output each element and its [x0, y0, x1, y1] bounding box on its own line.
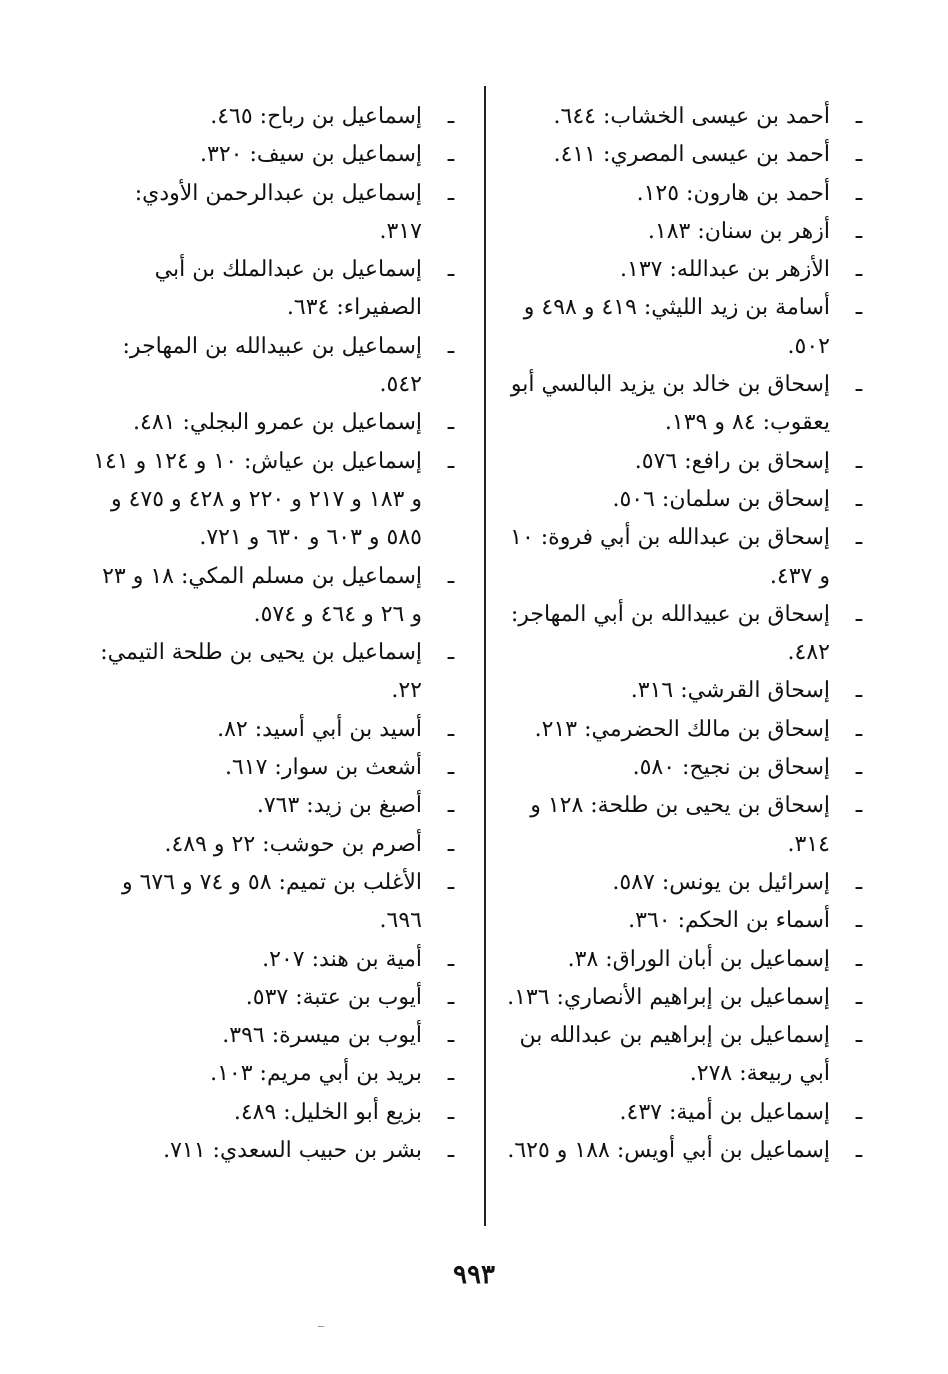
entry-text: أحمد بن هارون: ١٢٥. — [636, 180, 830, 206]
index-entry — [496, 481, 868, 519]
index-entry — [496, 1017, 868, 1094]
index-entry — [496, 749, 868, 787]
entry-text: إسماعيل بن عبدالرحمن الأودي: ٣١٧. — [134, 180, 422, 244]
entry-text: إسماعيل بن أبان الوراق: ٣٨. — [567, 946, 830, 972]
index-entry — [88, 251, 460, 328]
entry-text: بريد بن أبي مريم: ١٠٣. — [210, 1061, 422, 1087]
entry-dash: ـ — [855, 257, 863, 283]
entry-dash: ـ — [855, 1023, 863, 1049]
entry-dash: ـ — [447, 755, 455, 781]
entry-text: أمية بن هند: ٢٠٧. — [262, 946, 422, 972]
entry-text: إسحاق بن رافع: ٥٧٦. — [634, 448, 830, 474]
entry-dash: ـ — [447, 1138, 455, 1164]
entry-text: إسماعيل بن مسلم المكي: ١٨ و ٢٣ و ٢٦ و ٤٦٤ و ٥٧٤. — [102, 563, 422, 627]
entry-text: أشعث بن سوار: ٦١٧. — [224, 755, 422, 781]
index-entry — [88, 826, 460, 864]
index-entry — [496, 1132, 868, 1170]
entry-dash: ـ — [855, 180, 863, 206]
entry-dash: ـ — [447, 640, 455, 666]
entry-text: إسماعيل بن يحيى بن طلحة التيمي: ٢٢. — [100, 640, 422, 704]
entry-dash: ـ — [447, 793, 455, 819]
entry-dash: ـ — [447, 869, 455, 895]
entry-dash: ـ — [447, 984, 455, 1010]
entry-dash: ـ — [855, 755, 863, 781]
entry-text: إسماعيل بن عبيدالله بن المهاجر: ٥٤٢. — [122, 333, 422, 398]
index-entry — [88, 749, 460, 787]
entry-dash: ـ — [855, 104, 863, 129]
index-entry — [496, 941, 868, 979]
entry-dash: ـ — [447, 1099, 455, 1125]
entry-text: إسماعيل بن عمرو البجلي: ٤٨١. — [133, 410, 422, 436]
index-column-right — [496, 98, 868, 1170]
entry-text: إسحاق بن خالد بن يزيد البالسي أبو يعقوب: ٨٤ و ١٣٩. — [510, 372, 830, 436]
entry-text: إسحاق بن يحيى بن طلحة: ١٢٨ و ٣١٤. — [530, 793, 830, 857]
entry-text: الأغلب بن تميم: ٥٨ و ٧٤ و ٦٧٦ و ٦٩٦. — [121, 869, 422, 934]
entry-text: إسحاق بن نجيح: ٥٨٠. — [632, 755, 830, 781]
index-entry — [496, 902, 868, 940]
entry-text: أصبغ بن زيد: ٧٦٣. — [256, 793, 422, 819]
entry-dash: ـ — [855, 295, 863, 321]
index-entry — [88, 1132, 460, 1170]
entry-text: بزيع أبو الخليل: ٤٨٩. — [233, 1099, 422, 1125]
column-divider — [484, 86, 486, 1226]
entry-text: الأزهر بن عبدالله: ١٣٧. — [620, 257, 830, 283]
entry-dash: ـ — [447, 831, 455, 857]
index-entry — [88, 98, 460, 136]
index-entry — [496, 711, 868, 749]
entry-text: أسماء بن الحكم: ٣٦٠. — [628, 908, 830, 934]
index-entry — [496, 98, 868, 136]
entry-dash: ـ — [447, 716, 455, 742]
entry-text: أيوب بن ميسرة: ٣٩٦. — [222, 1023, 422, 1049]
entry-dash: ـ — [855, 218, 863, 244]
entry-text: أحمد بن عيسى المصري: ٤١١. — [553, 142, 830, 168]
entry-text: إسحاق بن سلمان: ٥٠٦. — [612, 486, 830, 512]
entry-text: إسماعيل بن أمية: ٤٣٧. — [619, 1099, 830, 1125]
entry-dash: ـ — [447, 142, 455, 168]
entry-dash: ـ — [855, 1138, 863, 1164]
entry-dash: ـ — [855, 908, 863, 934]
entry-dash: ـ — [447, 1023, 455, 1049]
index-entry — [496, 213, 868, 251]
entry-dash: ـ — [447, 1061, 455, 1087]
entry-text: إسحاق بن عبيدالله بن أبي المهاجر: ٤٨٢. — [510, 601, 830, 666]
entry-text: أحمد بن عيسى الخشاب: ٦٤٤. — [553, 104, 830, 129]
index-entry — [88, 941, 460, 979]
entry-dash: ـ — [447, 410, 455, 436]
index-entry — [496, 366, 868, 443]
entry-dash: ـ — [447, 104, 455, 129]
index-entry — [496, 787, 868, 864]
index-entry — [88, 711, 460, 749]
entry-dash: ـ — [447, 448, 455, 474]
index-entry — [496, 672, 868, 710]
entry-text: إسرائيل بن يونس: ٥٨٧. — [612, 869, 830, 895]
index-entry — [496, 1094, 868, 1132]
entry-dash: ـ — [447, 946, 455, 972]
entry-dash: ـ — [855, 142, 863, 168]
entry-dash: ـ — [855, 793, 863, 819]
index-entry — [496, 979, 868, 1017]
index-entry — [496, 251, 868, 289]
entry-text: إسحاق القرشي: ٣١٦. — [630, 678, 830, 704]
entry-dash: ـ — [447, 563, 455, 589]
entry-dash: ـ — [855, 372, 863, 398]
entry-text: إسماعيل بن عبدالملك بن أبي الصفيراء: ٦٣٤. — [154, 257, 422, 321]
index-entry — [88, 979, 460, 1017]
index-entry — [88, 787, 460, 825]
index-entry — [496, 864, 868, 902]
index-entry — [496, 136, 868, 174]
index-entry — [88, 1055, 460, 1093]
index-entry — [88, 634, 460, 711]
index-entry — [496, 443, 868, 481]
entry-dash: ـ — [855, 486, 863, 512]
entry-text: إسماعيل بن إبراهيم الأنصاري: ١٣٦. — [507, 984, 830, 1010]
index-entry — [496, 175, 868, 213]
index-entry — [496, 519, 868, 596]
entry-dash: ـ — [855, 716, 863, 742]
entry-text: أسيد بن أبي أسيد: ٨٢. — [217, 716, 422, 742]
entry-dash: ـ — [447, 333, 455, 359]
entry-text: إسماعيل بن أبي أويس: ١٨٨ و ٦٢٥. — [507, 1138, 830, 1164]
entry-dash: ـ — [855, 1099, 863, 1125]
index-column-left — [88, 98, 460, 1170]
entry-dash: ـ — [855, 448, 863, 474]
entry-text: بشر بن حبيب السعدي: ٧١١. — [163, 1138, 422, 1164]
entry-text: إسماعيل بن عياش: ١٠ و ١٢٤ و ١٤١ و ١٨٣ و ٢١٧ و ٢٢٠ و ٤٢٨ و ٤٧٥ و ٥٨٥ و ٦٠٣ و ٦٣٠ و ٧٢١. — [93, 448, 422, 551]
entry-text: إسماعيل بن رباح: ٤٦٥. — [210, 104, 422, 129]
index-entry — [88, 404, 460, 442]
entry-text: أزهر بن سنان: ١٨٣. — [647, 218, 830, 244]
index-entry — [88, 175, 460, 252]
page-number: ٩٩٣ — [453, 1260, 495, 1290]
entry-dash: ـ — [447, 180, 455, 206]
entry-text: أيوب بن عتبة: ٥٣٧. — [245, 984, 422, 1010]
scan-speck — [318, 1326, 324, 1327]
entry-text: إسماعيل بن إبراهيم بن عبدالله بن أبي ربيعة: ٢٧٨. — [519, 1023, 830, 1087]
index-entry — [88, 1094, 460, 1132]
index-entry — [88, 1017, 460, 1055]
entry-dash: ـ — [855, 984, 863, 1010]
entry-dash: ـ — [855, 946, 863, 972]
index-entry — [88, 558, 460, 635]
index-entry — [88, 328, 460, 405]
entry-text: أسامة بن زيد الليثي: ٤١٩ و ٤٩٨ و ٥٠٢. — [523, 295, 830, 359]
index-entry — [88, 136, 460, 174]
entry-text: إسحاق بن عبدالله بن أبي فروة: ١٠ و ٤٣٧. — [510, 525, 830, 589]
index-entry — [496, 289, 868, 366]
entry-dash: ـ — [855, 525, 863, 551]
entry-text: إسحاق بن مالك الحضرمي: ٢١٣. — [534, 716, 830, 742]
entry-dash: ـ — [855, 601, 863, 627]
entry-text: إسماعيل بن سيف: ٣٢٠. — [200, 142, 422, 168]
entry-dash: ـ — [855, 678, 863, 704]
index-entry — [88, 864, 460, 941]
entry-text: أصرم بن حوشب: ٢٢ و ٤٨٩. — [164, 831, 422, 857]
index-entry — [496, 596, 868, 673]
index-entry — [88, 443, 460, 558]
entry-dash: ـ — [447, 257, 455, 283]
entry-dash: ـ — [855, 869, 863, 895]
